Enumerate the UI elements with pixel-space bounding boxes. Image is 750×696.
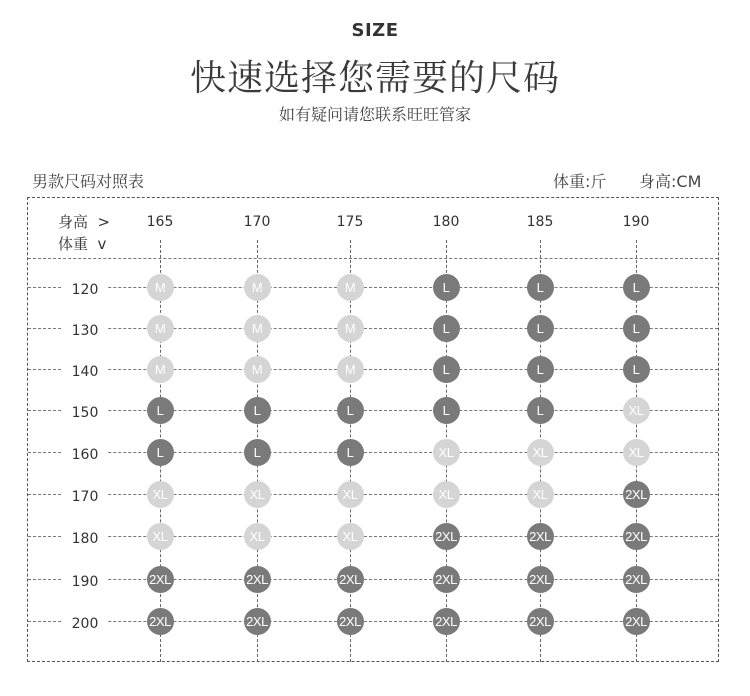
size-badge: L bbox=[623, 274, 650, 301]
size-badge: XL bbox=[244, 481, 271, 508]
size-badge: 2XL bbox=[527, 523, 554, 550]
weight-row-label: 140 bbox=[62, 364, 108, 380]
size-badge: XL bbox=[244, 523, 271, 550]
size-badge: L bbox=[337, 397, 364, 424]
weight-row-label: 120 bbox=[62, 282, 108, 298]
size-badge: XL bbox=[147, 481, 174, 508]
size-badge: 2XL bbox=[147, 566, 174, 593]
weight-row-label: 200 bbox=[62, 616, 108, 632]
size-badge: M bbox=[244, 356, 271, 383]
size-badge: 2XL bbox=[433, 566, 460, 593]
weight-row-label: 130 bbox=[62, 323, 108, 339]
size-label: SIZE bbox=[351, 20, 399, 41]
row-guide-line bbox=[28, 452, 718, 453]
size-badge: 2XL bbox=[623, 481, 650, 508]
row-guide-line bbox=[28, 369, 718, 370]
size-badge: L bbox=[433, 397, 460, 424]
size-badge: M bbox=[147, 274, 174, 301]
size-badge: L bbox=[527, 397, 554, 424]
size-badge: L bbox=[147, 397, 174, 424]
row-guide-line bbox=[28, 287, 718, 288]
size-badge: 2XL bbox=[623, 566, 650, 593]
size-badge: XL bbox=[147, 523, 174, 550]
row-guide-line bbox=[28, 536, 718, 537]
size-badge: L bbox=[527, 356, 554, 383]
size-badge: 2XL bbox=[244, 566, 271, 593]
height-column-label: 190 bbox=[622, 214, 650, 230]
size-badge: 2XL bbox=[337, 566, 364, 593]
size-badge: L bbox=[527, 315, 554, 342]
size-badge: XL bbox=[527, 439, 554, 466]
header-separator-line bbox=[28, 258, 718, 259]
height-column-label: 180 bbox=[432, 214, 460, 230]
size-badge: 2XL bbox=[433, 523, 460, 550]
weight-row-label: 190 bbox=[62, 574, 108, 590]
weight-row-label: 160 bbox=[62, 447, 108, 463]
size-badge: 2XL bbox=[527, 566, 554, 593]
weight-row-label: 180 bbox=[62, 531, 108, 547]
size-badge: L bbox=[433, 356, 460, 383]
size-badge: L bbox=[623, 315, 650, 342]
size-badge: XL bbox=[337, 523, 364, 550]
weight-unit-label: 体重:斤 bbox=[553, 172, 607, 191]
size-badge: L bbox=[244, 439, 271, 466]
size-badge: L bbox=[433, 274, 460, 301]
size-badge: XL bbox=[527, 481, 554, 508]
size-badge: 2XL bbox=[147, 608, 174, 635]
size-badge: L bbox=[623, 356, 650, 383]
size-badge: M bbox=[244, 315, 271, 342]
size-badge: 2XL bbox=[433, 608, 460, 635]
row-guide-line bbox=[28, 621, 718, 622]
size-badge: L bbox=[433, 315, 460, 342]
size-badge: M bbox=[337, 274, 364, 301]
size-badge: L bbox=[244, 397, 271, 424]
row-guide-line bbox=[28, 579, 718, 580]
table-title: 男款尺码对照表 bbox=[32, 172, 145, 191]
size-badge: XL bbox=[433, 439, 460, 466]
weight-row-label: 170 bbox=[62, 489, 108, 505]
size-badge: XL bbox=[337, 481, 364, 508]
size-badge: M bbox=[244, 274, 271, 301]
height-axis-header: 身高 > bbox=[58, 213, 111, 231]
height-unit-label: 身高:CM bbox=[639, 172, 702, 191]
size-badge: XL bbox=[623, 439, 650, 466]
page-subtitle: 如有疑问请您联系旺旺管家 bbox=[278, 105, 471, 124]
size-badge: XL bbox=[433, 481, 460, 508]
size-badge: 2XL bbox=[527, 608, 554, 635]
height-column-label: 175 bbox=[336, 214, 364, 230]
size-badge: 2XL bbox=[623, 608, 650, 635]
page-title: 快速选择您需要的尺码 bbox=[189, 58, 560, 99]
size-badge: M bbox=[337, 356, 364, 383]
size-badge: 2XL bbox=[623, 523, 650, 550]
size-badge: 2XL bbox=[337, 608, 364, 635]
row-guide-line bbox=[28, 328, 718, 329]
size-badge: M bbox=[147, 356, 174, 383]
height-column-label: 170 bbox=[243, 214, 271, 230]
size-badge: L bbox=[527, 274, 554, 301]
height-column-label: 165 bbox=[146, 214, 174, 230]
weight-row-label: 150 bbox=[62, 405, 108, 421]
size-badge: L bbox=[337, 439, 364, 466]
size-badge: 2XL bbox=[244, 608, 271, 635]
size-badge: M bbox=[147, 315, 174, 342]
size-badge: XL bbox=[623, 397, 650, 424]
height-column-label: 185 bbox=[526, 214, 554, 230]
row-guide-line bbox=[28, 410, 718, 411]
row-guide-line bbox=[28, 494, 718, 495]
size-badge: L bbox=[147, 439, 174, 466]
size-badge: M bbox=[337, 315, 364, 342]
weight-axis-header: 体重 v bbox=[58, 235, 107, 253]
size-chart-frame bbox=[27, 197, 719, 662]
